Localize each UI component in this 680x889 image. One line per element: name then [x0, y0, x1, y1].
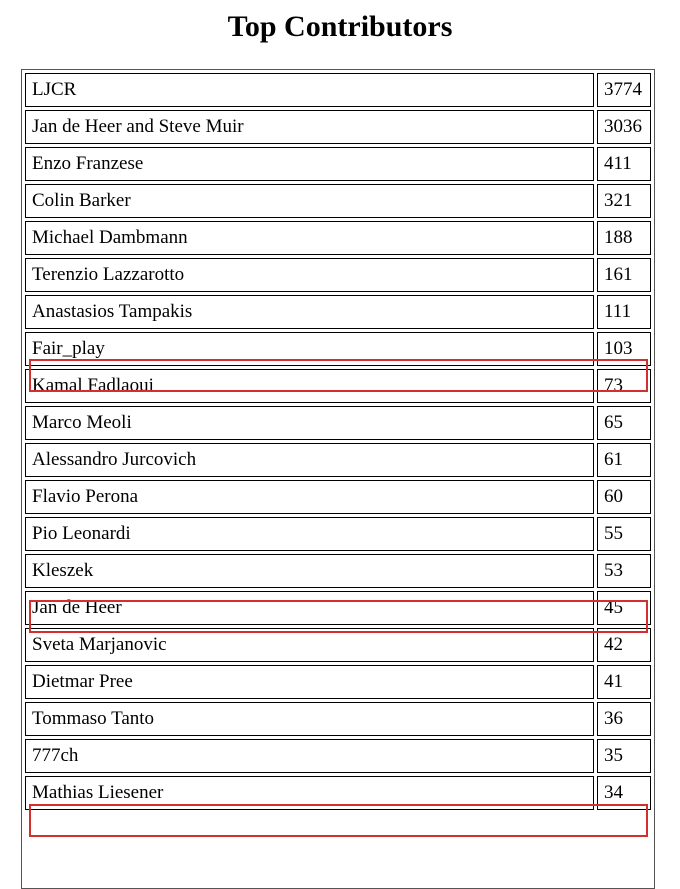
- contributors-table: [22, 70, 654, 813]
- table-row: [25, 221, 651, 255]
- contribution-count: 65: [597, 406, 651, 440]
- table-row: [25, 73, 651, 107]
- contribution-count: 103: [597, 332, 651, 366]
- contributor-name: Kamal Fadlaoui: [25, 369, 594, 403]
- contributor-name: Marco Meoli: [25, 406, 594, 440]
- table-row: [25, 480, 651, 514]
- table-row: [25, 443, 651, 477]
- contributor-name: Tommaso Tanto: [25, 702, 594, 736]
- contribution-count: 55: [597, 517, 651, 551]
- table-row: [25, 332, 651, 366]
- table-row: [25, 295, 651, 329]
- contribution-count: 45: [597, 591, 651, 625]
- contributor-name: Anastasios Tampakis: [25, 295, 594, 329]
- contribution-count: 321: [597, 184, 651, 218]
- contribution-count: 188: [597, 221, 651, 255]
- contributor-name: Michael Dambmann: [25, 221, 594, 255]
- table-row: [25, 776, 651, 810]
- contributor-name: Dietmar Pree: [25, 665, 594, 699]
- contributor-name: Sveta Marjanovic: [25, 628, 594, 662]
- contribution-count: 41: [597, 665, 651, 699]
- contribution-count: 34: [597, 776, 651, 810]
- table-row: [25, 517, 651, 551]
- contribution-count: 61: [597, 443, 651, 477]
- contributor-name: LJCR: [25, 73, 594, 107]
- contribution-count: 3774: [597, 73, 651, 107]
- table-row: [25, 406, 651, 440]
- contribution-count: 42: [597, 628, 651, 662]
- contributor-name: Jan de Heer and Steve Muir: [25, 110, 594, 144]
- contribution-count: 60: [597, 480, 651, 514]
- table-row: [25, 369, 651, 403]
- contribution-count: 53: [597, 554, 651, 588]
- table-row: [25, 554, 651, 588]
- table-row: [25, 665, 651, 699]
- contribution-count: 161: [597, 258, 651, 292]
- contributors-table-container: [21, 69, 655, 889]
- table-row: [25, 147, 651, 181]
- contributor-name: Colin Barker: [25, 184, 594, 218]
- table-row: [25, 628, 651, 662]
- contributor-name: Jan de Heer: [25, 591, 594, 625]
- contribution-count: 36: [597, 702, 651, 736]
- table-row: [25, 184, 651, 218]
- table-row: [25, 702, 651, 736]
- contributor-name: Flavio Perona: [25, 480, 594, 514]
- contributor-name: Fair_play: [25, 332, 594, 366]
- contributor-name: Mathias Liesener: [25, 776, 594, 810]
- table-row: [25, 739, 651, 773]
- contribution-count: 111: [597, 295, 651, 329]
- table-row: [25, 110, 651, 144]
- page-title: Top Contributors: [227, 10, 453, 43]
- contribution-count: 411: [597, 147, 651, 181]
- table-row: [25, 258, 651, 292]
- contributor-name: Kleszek: [25, 554, 594, 588]
- contributor-name: Alessandro Jurcovich: [25, 443, 594, 477]
- table-row: [25, 591, 651, 625]
- contribution-count: 3036: [597, 110, 651, 144]
- contribution-count: 73: [597, 369, 651, 403]
- contributor-name: 777ch: [25, 739, 594, 773]
- contributor-name: Terenzio Lazzarotto: [25, 258, 594, 292]
- contribution-count: 35: [597, 739, 651, 773]
- contributor-name: Pio Leonardi: [25, 517, 594, 551]
- contributor-name: Enzo Franzese: [25, 147, 594, 181]
